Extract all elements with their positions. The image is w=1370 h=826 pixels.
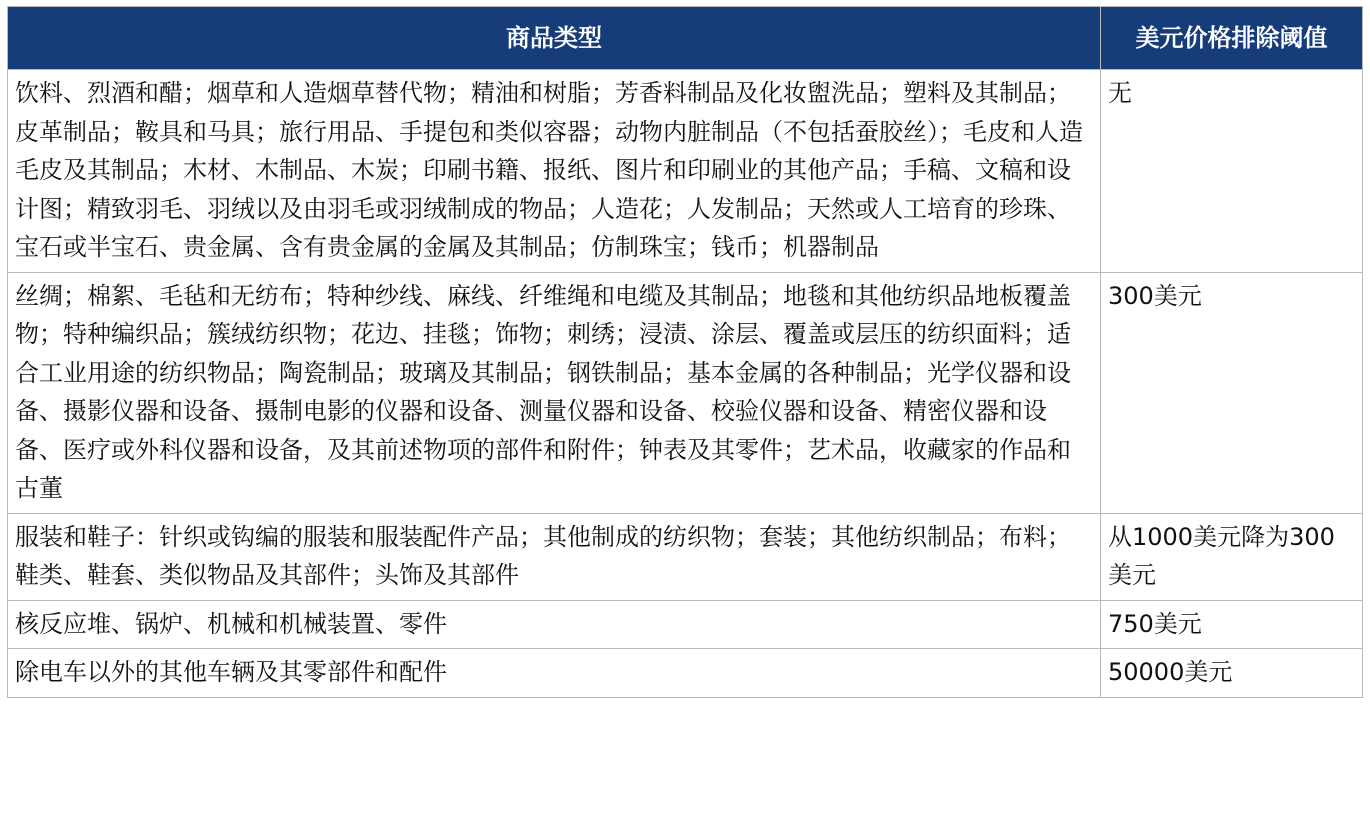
table-row [8,600,1363,649]
header-row [8,7,1363,70]
header-product-type: 商品类型 [8,7,1101,70]
table-row [8,513,1363,600]
product-type-cell: 除电车以外的其他车辆及其零部件和配件 [8,649,1101,698]
header-price-threshold: 美元价格排除阈值 [1101,7,1363,70]
threshold-table [7,6,1363,698]
product-type-cell: 服装和鞋子：针织或钩编的服装和服装配件产品；其他制成的纺织物；套装；其他纺织制品；布料；鞋类、鞋套、类似物品及其部件；头饰及其部件 [8,513,1101,600]
threshold-cell: 750美元 [1101,600,1363,649]
product-type-cell: 核反应堆、锅炉、机械和机械装置、零件 [8,600,1101,649]
table-row [8,272,1363,513]
product-type-cell: 丝绸；棉絮、毛毡和无纺布；特种纱线、麻线、纤维绳和电缆及其制品；地毯和其他纺织品地板覆盖物；特种编织品；簇绒纺织物；花边、挂毯；饰物；刺绣；浸渍、涂层、覆盖或层压的纺织面料；适合工业用途的纺织物品；陶瓷制品；玻璃及其制品；钢铁制品；基本金属的各种制品；光学仪器和设备、摄影仪器和设备、摄制电影的仪器和设备、测量仪器和设备、校验仪器和设备、精密仪器和设备、医疗或外科仪器和设备，及其前述物项的部件和附件；钟表及其零件；艺术品，收藏家的作品和古董 [8,272,1101,513]
threshold-cell: 从1000美元降为300美元 [1101,513,1363,600]
product-type-cell: 饮料、烈酒和醋；烟草和人造烟草替代物；精油和树脂；芳香料制品及化妆盥洗品；塑料及其制品；皮革制品；鞍具和马具；旅行用品、手提包和类似容器；动物内脏制品（不包括蚕胶丝）；毛皮和人造毛皮及其制品；木材、木制品、木炭；印刷书籍、报纸、图片和印刷业的其他产品；手稿、文稿和设计图；精致羽毛、羽绒以及由羽毛或羽绒制成的物品；人造花；人发制品；天然或人工培育的珍珠、宝石或半宝石、贵金属、含有贵金属的金属及其制品；仿制珠宝；钱币；机器制品 [8,70,1101,273]
threshold-cell: 50000美元 [1101,649,1363,698]
threshold-cell: 300美元 [1101,272,1363,513]
table-row [8,70,1363,273]
table-row [8,649,1363,698]
threshold-cell: 无 [1101,70,1363,273]
